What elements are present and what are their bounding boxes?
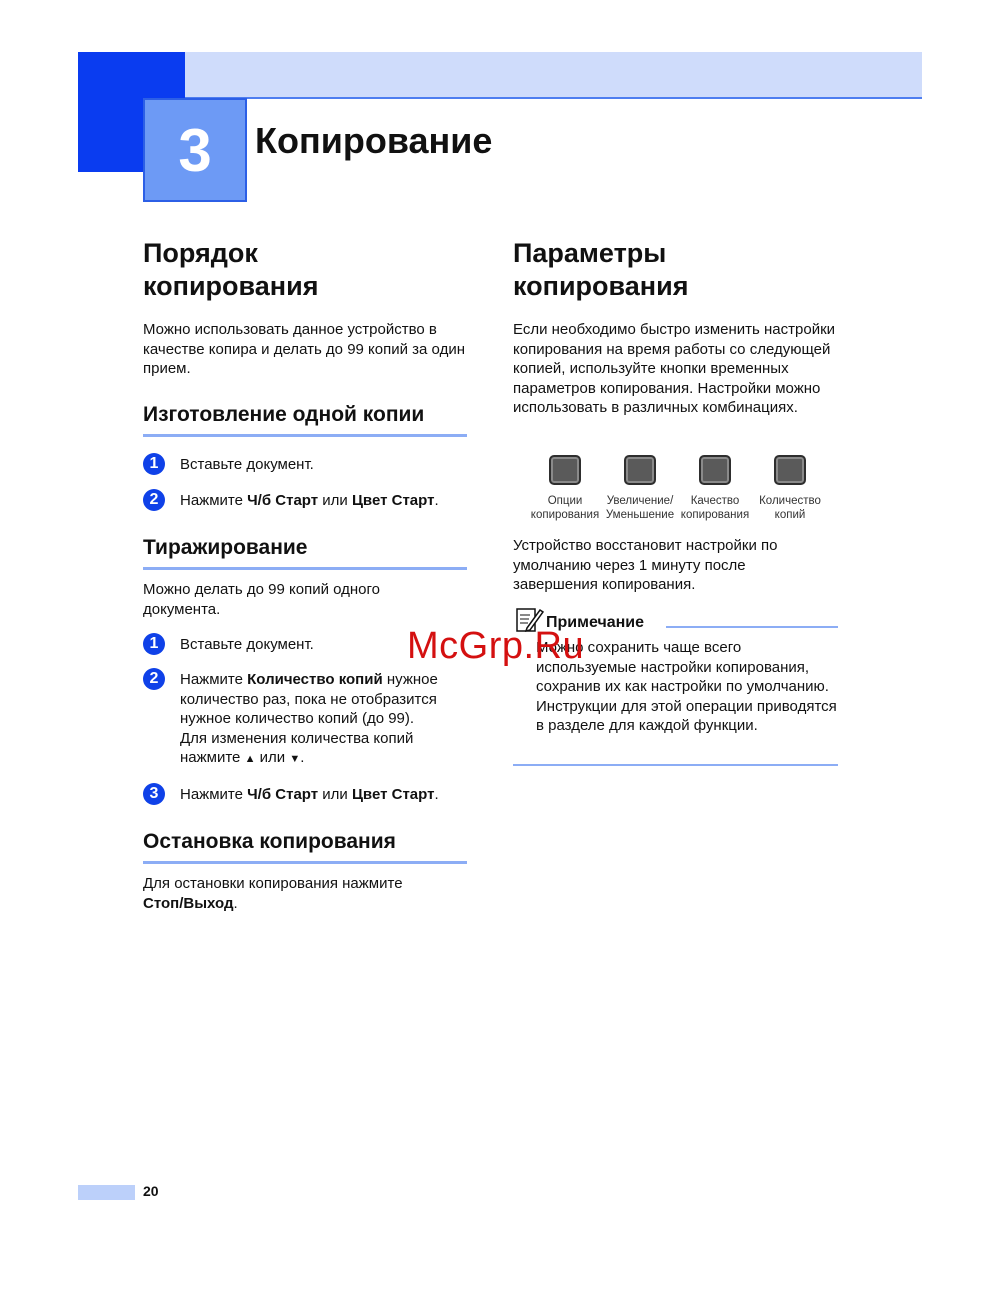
subsection-title-stop-copying: Остановка копирования	[143, 830, 467, 864]
step-text: Нажмите Ч/б Старт или Цвет Старт.	[180, 786, 439, 803]
button-name-bw-start: Ч/б Старт	[247, 492, 319, 509]
button-caption: Количество копий	[759, 495, 821, 521]
stop-copying-text: Для остановки копирования нажмите Стоп/Выход.	[143, 875, 403, 912]
button-name-copy-count: Количество копий	[247, 671, 383, 688]
step-text: Нажмите Ч/б Старт или Цвет Старт.	[180, 492, 439, 509]
step-number: 1	[143, 453, 165, 475]
copying-intro-text: Можно использовать данное устройство в качестве копира и делать до 99 копий за один прием.	[143, 321, 465, 377]
button-name-color-start: Цвет Старт	[351, 492, 435, 509]
copy-settings-intro-text: Если необходимо быстро изменить настройки копирования на время работы со следующей копией, используйте кнопки временных параметров копирования. Настройки можно использовать в различных комбинациях.	[513, 321, 836, 416]
multi-copy-intro-text: Можно делать до 99 копий одного документа.	[143, 581, 380, 618]
button-caption: Увеличение/ Уменьшение	[605, 495, 675, 521]
chapter-header-band	[185, 52, 922, 99]
page-number: 20	[143, 1183, 159, 1199]
step-item	[143, 489, 473, 513]
down-arrow-icon: ▼	[289, 753, 301, 765]
panel-key-icon	[624, 455, 656, 485]
step-text: Вставьте документ.	[180, 636, 314, 653]
step-number: 2	[143, 668, 165, 690]
panel-key-icon	[699, 455, 731, 485]
note-text: Можно сохранить чаще всего используемые настройки копирования, сохранив их как настройки по умолчанию. Инструкции для этой операции приводятся в разделе для каждой функции.	[536, 639, 837, 734]
step-number: 2	[143, 489, 165, 511]
step-text: Вставьте документ.	[180, 456, 314, 473]
section-title-copying-procedure: Порядок копирования	[143, 238, 319, 301]
up-arrow-icon: ▲	[244, 753, 256, 765]
panel-key-icon	[774, 455, 806, 485]
panel-key-icon	[549, 455, 581, 485]
restore-settings-text: Устройство восстановит настройки по умолчанию через 1 минуту после завершения копирования.	[513, 537, 778, 593]
note-top-divider	[666, 626, 838, 628]
step-number: 3	[143, 783, 165, 805]
watermark: McGrp.Ru	[407, 625, 585, 667]
note-title: Примечание	[546, 614, 645, 631]
step-text: Нажмите Количество копий нужное количество раз, пока не отобразится нужное количество копий (до 99). Для изменения количества копий нажмите ▲ или ▼.	[180, 671, 438, 766]
button-name-color-start: Цвет Старт	[351, 786, 435, 803]
step-item	[143, 783, 473, 807]
step-item	[143, 668, 473, 773]
subsection-title-single-copy: Изготовление одной копии	[143, 403, 467, 437]
step-number: 1	[143, 633, 165, 655]
step-item	[143, 453, 468, 477]
copy-options-button	[525, 455, 605, 522]
button-name-stop-exit: Стоп/Выход	[143, 894, 234, 912]
button-caption: Опции копирования	[530, 495, 600, 521]
copy-count-button	[750, 455, 830, 522]
section-title-copy-settings: Параметры копирования	[513, 238, 689, 301]
chapter-number: 3	[143, 98, 247, 202]
button-caption: Качество копирования	[680, 495, 750, 521]
button-name-bw-start: Ч/б Старт	[247, 786, 319, 803]
note-bottom-divider	[513, 764, 838, 766]
enlarge-reduce-button	[600, 455, 680, 522]
subsection-title-multiple-copies: Тиражирование	[143, 536, 467, 570]
chapter-title: Копирование	[255, 120, 493, 161]
page-number-bar	[78, 1185, 135, 1200]
copy-quality-button	[675, 455, 755, 522]
